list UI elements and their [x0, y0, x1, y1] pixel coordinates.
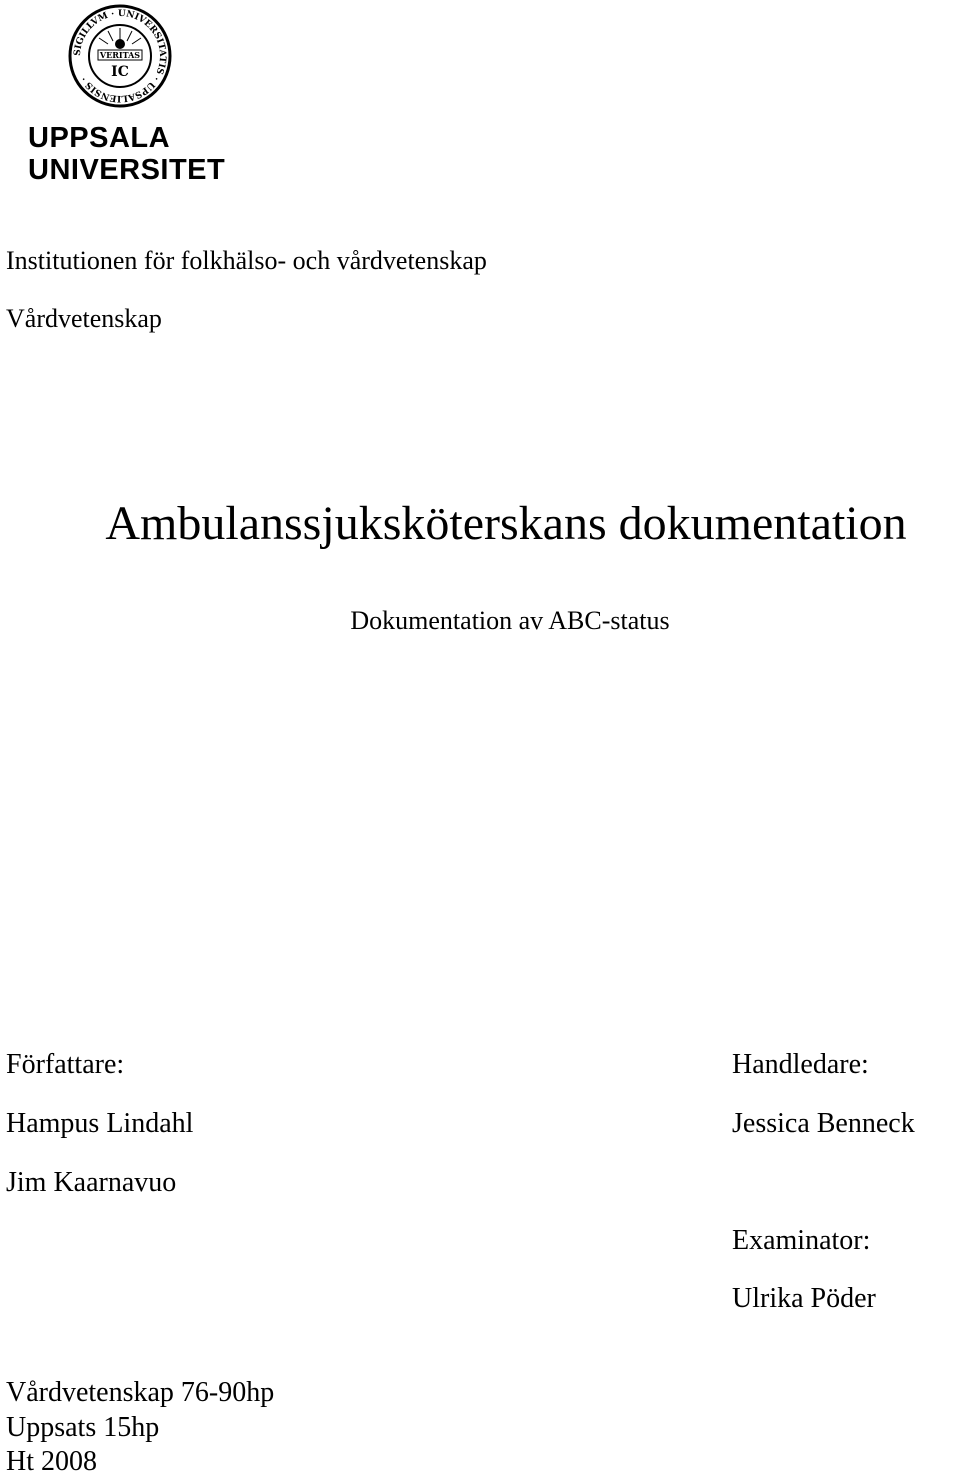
supervisor-name: Jessica Benneck: [732, 1108, 915, 1139]
institution-name: Institutionen för folkhälso- och vårdvetenskap: [6, 246, 487, 275]
authors-label: Författare:: [6, 1049, 125, 1080]
thesis-title: Ambulanssjuksköterskans dokumentation: [105, 497, 907, 550]
examiner-name: Ulrika Pöder: [732, 1283, 876, 1314]
supervisor-label: Handledare:: [732, 1049, 869, 1080]
university-seal-logo: [64, 4, 176, 108]
footer-term: Ht 2008: [6, 1446, 97, 1477]
logo-line-2: UNIVERSITET: [28, 154, 226, 186]
department-name: Vårdvetenskap: [6, 304, 162, 333]
svg-text:IC: IC: [111, 64, 129, 80]
footer-type: Uppsats 15hp: [6, 1412, 160, 1443]
footer-course: Vårdvetenskap 76-90hp: [6, 1377, 275, 1408]
thesis-subtitle: Dokumentation av ABC-status: [350, 606, 670, 635]
university-name-logo: [28, 122, 228, 186]
examiner-label: Examinator:: [732, 1225, 871, 1256]
logo-line-1: UPPSALA: [28, 122, 171, 154]
author-name: Jim Kaarnavuo: [6, 1167, 177, 1198]
author-name: Hampus Lindahl: [6, 1108, 194, 1139]
svg-text:SIGILLVM · UNIVERSITATIS · UPS: SIGILLVM · UNIVERSITATIS · UPSALIENSIS ·: [72, 8, 168, 104]
svg-text:VERITAS: VERITAS: [99, 50, 141, 60]
